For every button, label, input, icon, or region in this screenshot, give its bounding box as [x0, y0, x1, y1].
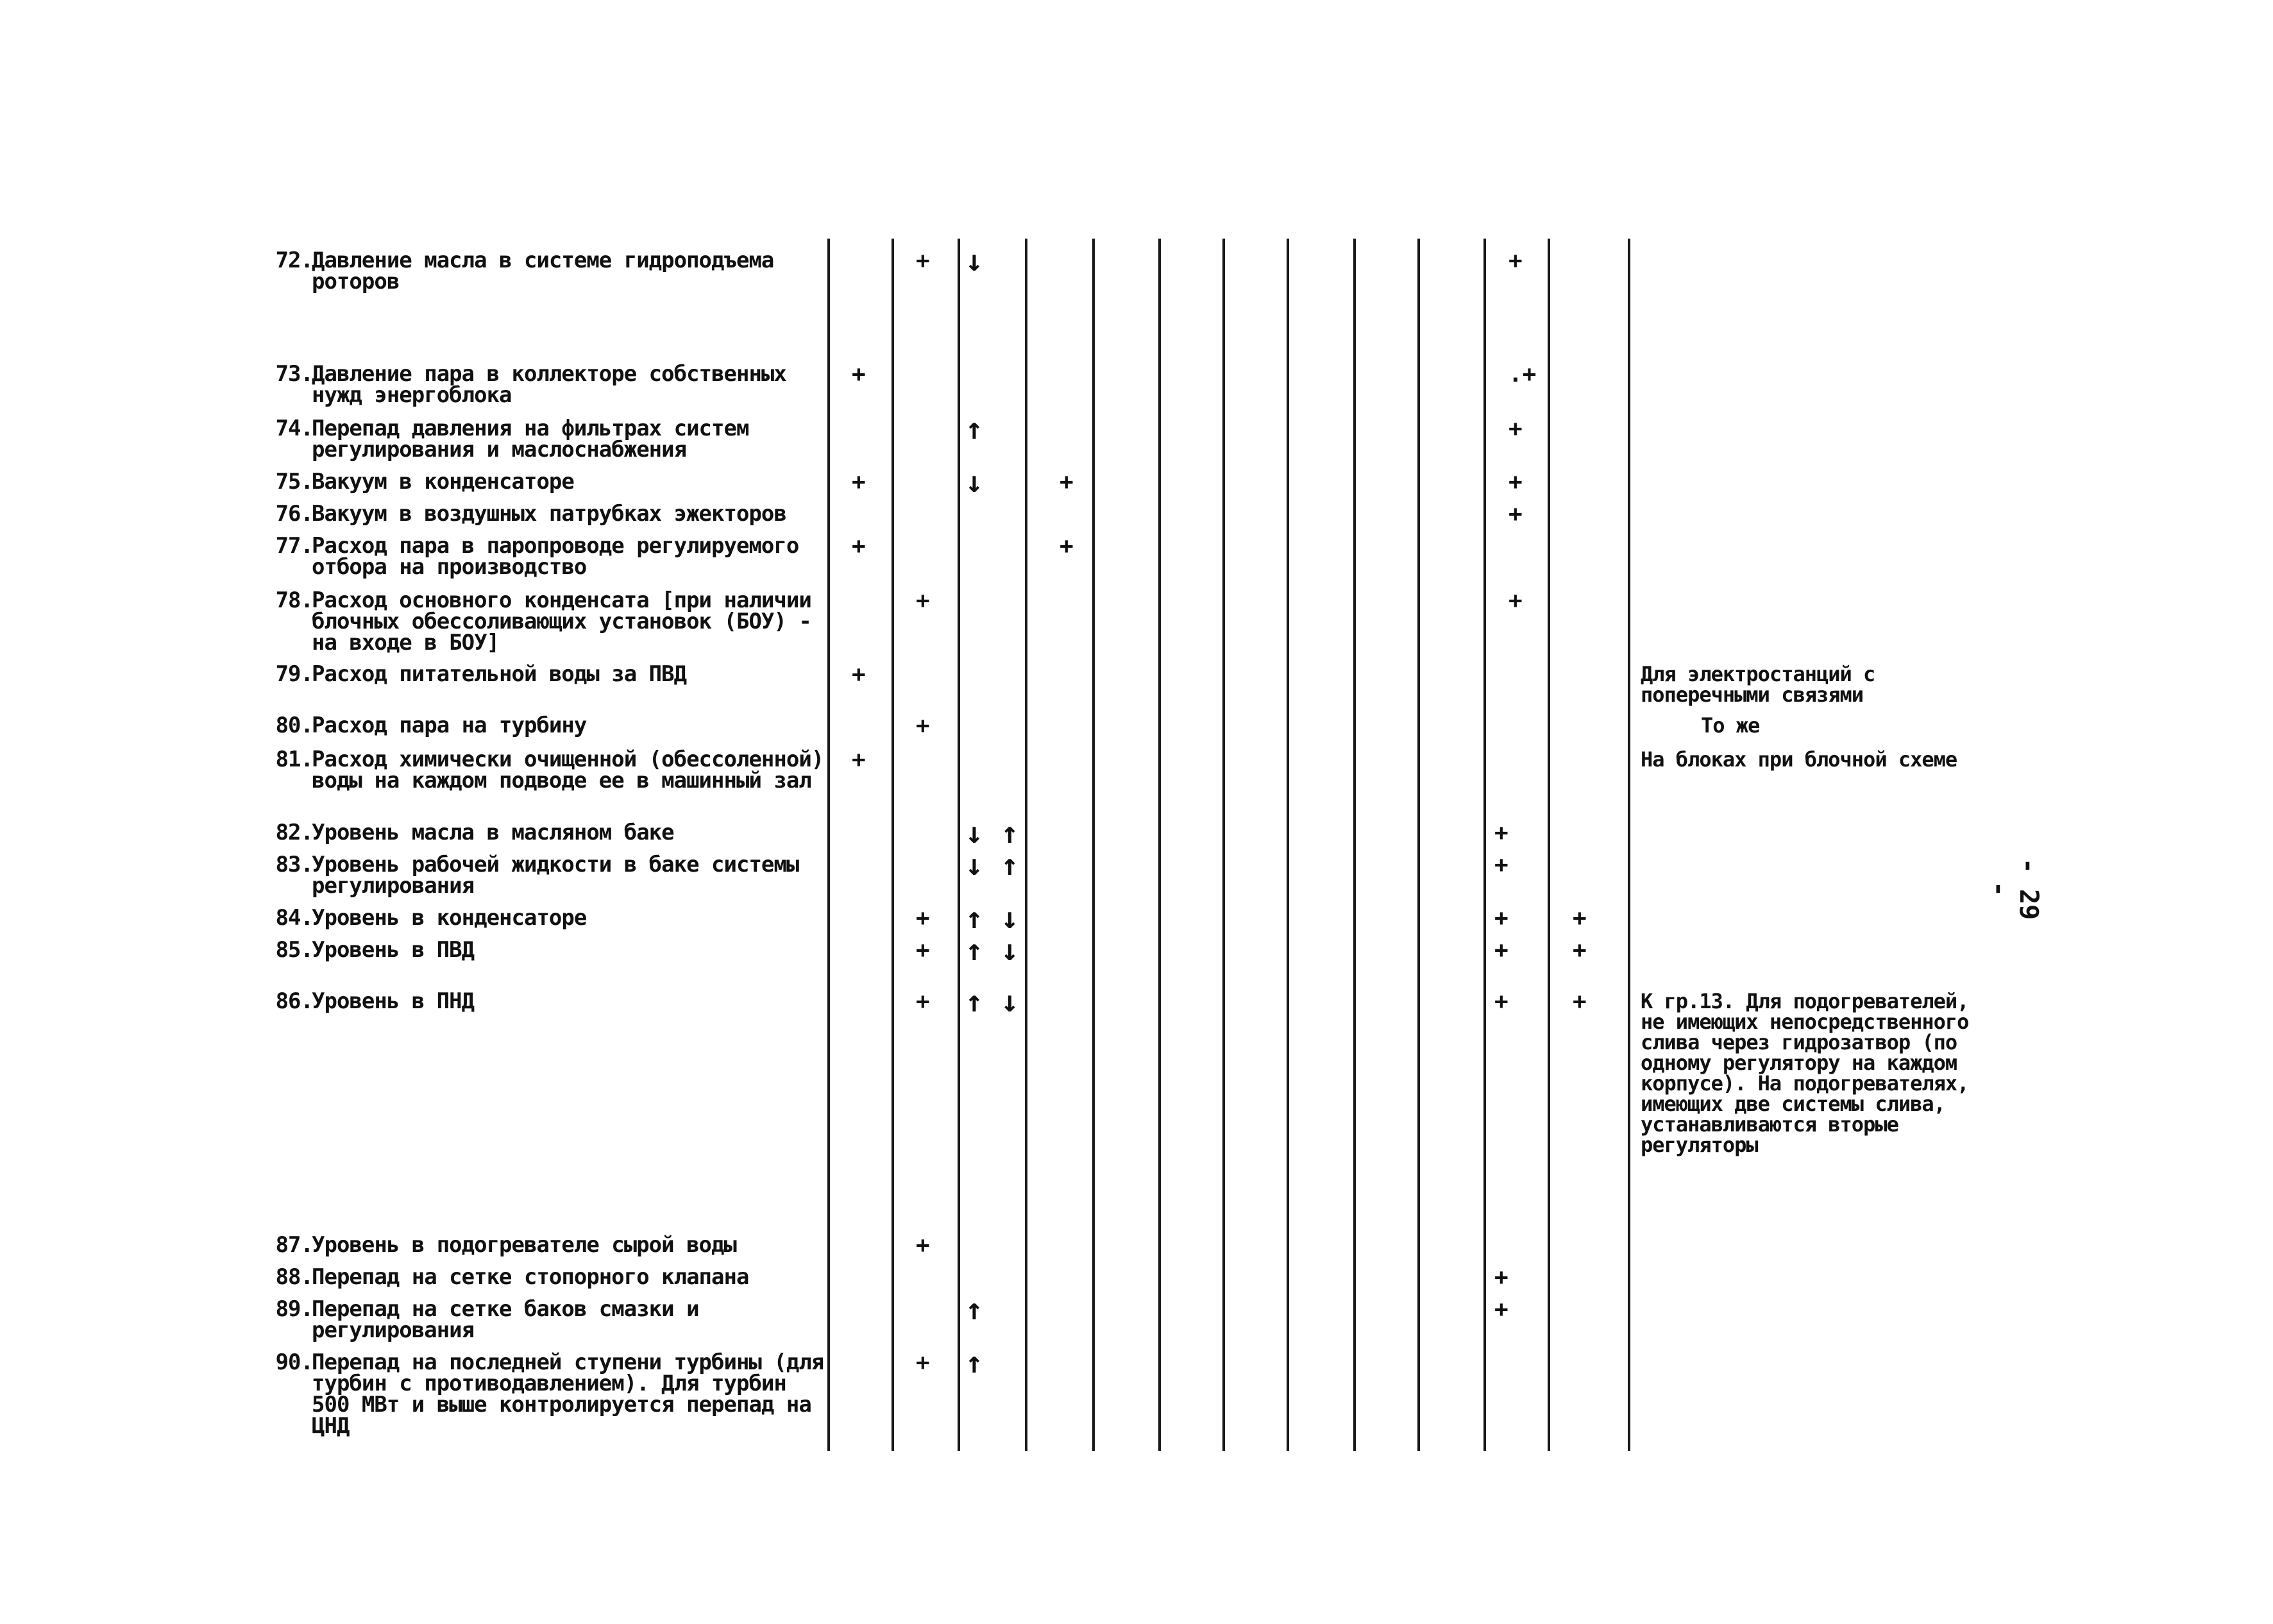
parameter-name: Вакуум в воздушных патрубках эжекторов — [312, 501, 786, 527]
row-number: 77. — [275, 533, 313, 559]
mark-c1: + — [852, 469, 866, 495]
row-number: 84. — [275, 905, 313, 931]
mark-c8: + — [1508, 416, 1523, 442]
parameter-name: Давление масла в системе гидроподъема роторов — [312, 248, 774, 294]
row-number: 75. — [275, 469, 313, 495]
mark-c1: + — [852, 747, 866, 773]
row-number: 89. — [275, 1296, 313, 1322]
row-number: 86. — [275, 988, 313, 1014]
parameter-name: Вакуум в конденсаторе — [312, 469, 574, 495]
arrow-mark: ↓ — [965, 464, 983, 499]
row-number: 76. — [275, 501, 313, 527]
parameter-name: Перепад давления на фильтрах систем регулирования и маслоснабжения — [312, 416, 749, 462]
mark-c9: + — [1573, 937, 1587, 963]
mark-c2: + — [916, 713, 930, 739]
arrow-mark: ↑ ↓ — [965, 901, 1019, 935]
arrow-mark: ↓ ↑ — [965, 815, 1019, 850]
column-rule — [891, 239, 894, 1451]
arrow-mark: ↑ — [965, 1345, 983, 1380]
parameter-name: Уровень в ПВД — [312, 937, 475, 963]
remark-note: То же — [1701, 713, 1760, 738]
column-rule — [1287, 239, 1289, 1451]
mark-c2: + — [916, 937, 930, 963]
row-number: 87. — [275, 1232, 313, 1258]
column-rule — [1483, 239, 1486, 1451]
mark-c8: .+ — [1508, 361, 1537, 387]
mark-c2: + — [916, 988, 930, 1015]
parameter-name: Уровень в подогревателе сырой воды — [312, 1232, 736, 1258]
arrow-mark: ↑ — [965, 1292, 983, 1326]
mark-c2: + — [916, 248, 930, 274]
parameter-name: Уровень в ПНД — [312, 988, 475, 1014]
mark-c1: + — [852, 533, 866, 559]
mark-c1: + — [852, 661, 866, 688]
mark-c2: + — [916, 1232, 930, 1258]
row-number: 78. — [275, 588, 313, 613]
mark-c4: + — [1060, 469, 1074, 495]
row-number: 83. — [275, 852, 313, 877]
mark-c7: + — [1494, 852, 1508, 878]
remark-note: Для электростанций с поперечными связями — [1641, 662, 1875, 707]
mark-c8: + — [1508, 588, 1523, 614]
mark-c7: + — [1494, 820, 1508, 846]
row-number: 81. — [275, 747, 313, 772]
parameter-name: Перепад на сетке стопорного клапана — [312, 1264, 749, 1290]
parameter-name: Уровень в конденсаторе — [312, 905, 587, 931]
mark-c7: + — [1494, 1296, 1508, 1323]
row-number: 72. — [275, 248, 313, 273]
mark-c8: + — [1508, 248, 1523, 274]
row-number: 74. — [275, 416, 313, 441]
row-number: 90. — [275, 1349, 313, 1375]
parameter-name: Расход пара в паропроводе регулируемого отбора на производство — [312, 533, 799, 580]
column-rule — [1025, 239, 1027, 1451]
parameter-name: Уровень рабочей жидкости в баке системы регулирования — [312, 852, 799, 899]
mark-c2: + — [916, 588, 930, 614]
parameter-name: Расход химически очищенной (обессоленной) воды на каждом подводе ее в машинный зал — [312, 747, 824, 793]
arrow-mark: ↑ ↓ — [965, 984, 1019, 1019]
mark-c9: + — [1573, 905, 1587, 931]
column-rule — [1548, 239, 1550, 1451]
mark-c8: + — [1508, 501, 1523, 527]
column-rule — [1092, 239, 1095, 1451]
arrow-mark: ↑ ↓ — [965, 933, 1019, 967]
row-number: 85. — [275, 937, 313, 963]
parameter-name: Давление пара в коллекторе собственных нужд энергоблока — [312, 361, 786, 408]
mark-c7: + — [1494, 1264, 1508, 1290]
column-rule — [958, 239, 960, 1451]
parameter-name: Расход основного конденсата [при наличии блочных обессоливающих установок (БОУ) - на входе в БОУ] — [312, 588, 811, 656]
column-rule — [1417, 239, 1420, 1451]
mark-c7: + — [1494, 937, 1508, 963]
mark-c4: + — [1060, 533, 1074, 559]
parameter-name: Уровень масла в масляном баке — [312, 820, 674, 845]
parameter-name: Перепад на сетке баков смазки и регулирования — [312, 1296, 699, 1343]
parameter-name: Расход питательной воды за ПВД — [312, 661, 687, 687]
remark-note: На блоках при блочной схеме — [1641, 747, 1957, 772]
row-number: 73. — [275, 361, 313, 387]
parameter-name: Расход пара на турбину — [312, 713, 587, 738]
row-number: 82. — [275, 820, 313, 845]
mark-c1: + — [852, 361, 866, 387]
row-number: 80. — [275, 713, 313, 738]
column-rule — [1353, 239, 1356, 1451]
mark-c2: + — [916, 905, 930, 931]
mark-c8: + — [1508, 469, 1523, 495]
column-rule — [1628, 239, 1630, 1451]
row-number: 79. — [275, 661, 313, 687]
column-rule — [1222, 239, 1225, 1451]
mark-c7: + — [1494, 905, 1508, 931]
arrow-mark: ↑ — [965, 411, 983, 446]
row-number: 88. — [275, 1264, 313, 1290]
mark-c9: + — [1573, 988, 1587, 1015]
mark-c2: + — [916, 1349, 930, 1376]
mark-c7: + — [1494, 988, 1508, 1015]
arrow-mark: ↓ — [965, 243, 983, 278]
parameter-name: Перепад на последней ступени турбины (для турбин с противодавлением). Для турбин 500 МВт и выше контролируется перепад на ЦНД — [312, 1349, 824, 1439]
page-number: - 29 - — [1984, 858, 2043, 920]
remark-note: К гр.13. Для подогревателей, не имеющих непосредственного слива через гидрозатвор (по одному регулятору на каждом корпусе). На подогревателях, имеющих две системы слива, устанавливаются вторые регуляторы — [1641, 989, 1969, 1157]
arrow-mark: ↓ ↑ — [965, 847, 1019, 882]
column-rule — [1158, 239, 1161, 1451]
